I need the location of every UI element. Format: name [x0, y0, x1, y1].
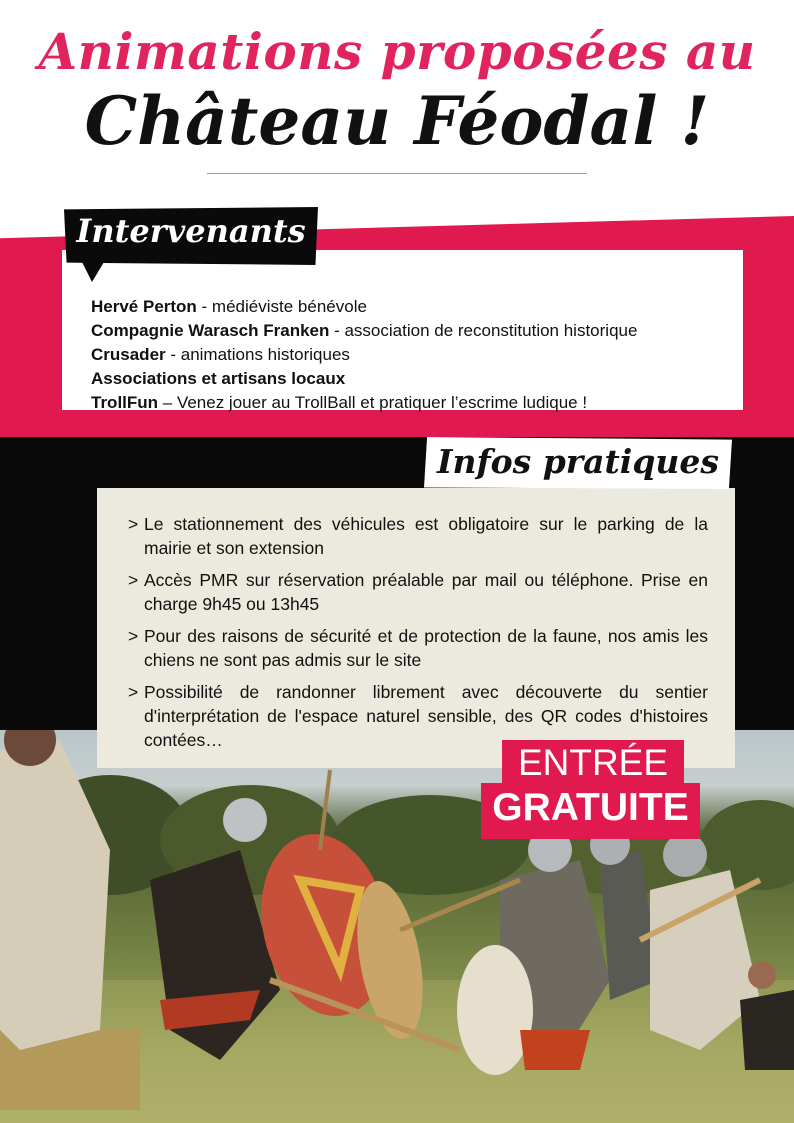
badge-entree: ENTRÉE: [517, 742, 669, 783]
intervenant-item: [91, 391, 751, 415]
intervenant-desc: – Venez jouer au TrollBall et pratiquer l’escrime ludique !: [158, 393, 588, 412]
bullet-glyph: >: [128, 514, 139, 534]
bullet-glyph: >: [128, 682, 139, 702]
info-item: [128, 568, 708, 616]
intervenants-tag-tail: [82, 262, 104, 282]
title-divider: [207, 173, 587, 174]
intervenant-name: Hervé Perton: [91, 297, 197, 316]
bullet-glyph: >: [128, 570, 139, 590]
intervenant-desc: - médiéviste bénévole: [196, 297, 367, 316]
info-text: Accès PMR sur réservation préalable par mail ou téléphone. Prise en charge 9h45 ou 13h45: [144, 570, 708, 614]
intervenant-desc: - animations historiques: [165, 345, 350, 364]
intervenant-desc: - association de reconstitution historique: [329, 321, 638, 340]
intervenant-item: [91, 343, 751, 367]
info-item: [128, 512, 708, 560]
info-item: [128, 624, 708, 672]
info-text: Possibilité de randonner librement avec découverte du sentier d'interprétation de l'espace naturel sensible, des QR codes d'histoires contées…: [144, 682, 708, 750]
intervenants-heading: Intervenants: [76, 212, 306, 250]
info-text: Le stationnement des véhicules est obligatoire sur le parking de la mairie et son extension: [144, 514, 708, 558]
intervenant-item: [91, 367, 751, 391]
intervenant-name: Associations et artisans locaux: [91, 369, 346, 388]
info-text: Pour des raisons de sécurité et de protection de la faune, nos amis les chiens ne sont pas admis sur le site: [144, 626, 708, 670]
bullet-glyph: >: [128, 626, 139, 646]
intervenant-name: Compagnie Warasch Franken: [91, 321, 330, 340]
title-line-2: Château Féodal !: [84, 82, 710, 160]
intervenant-item: [91, 295, 751, 319]
intervenant-name: TrollFun: [91, 393, 159, 412]
intervenant-item: [91, 319, 751, 343]
infos-heading: Infos pratiques: [437, 442, 719, 481]
title-line-1: Animations proposées au: [38, 22, 756, 81]
badge-gratuite: GRATUITE: [492, 786, 689, 829]
intervenants-list: [91, 295, 751, 415]
intervenant-name: Crusader: [91, 345, 166, 364]
infos-list: [128, 512, 708, 760]
